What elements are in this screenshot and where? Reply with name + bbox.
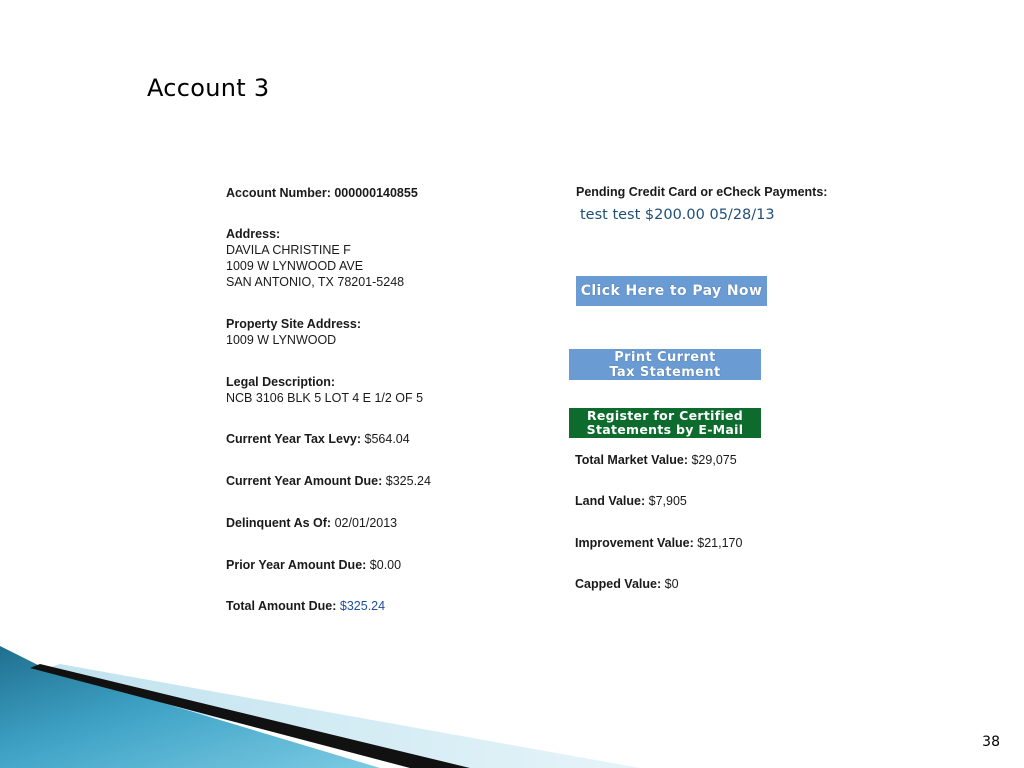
property-site-block bbox=[226, 316, 361, 348]
legal-description-block bbox=[226, 374, 423, 406]
address-label: Address: bbox=[226, 227, 281, 241]
delinquent-label: Delinquent As Of: bbox=[226, 516, 332, 530]
pay-now-button[interactable] bbox=[576, 276, 767, 306]
total-due-value: $325.24 bbox=[339, 599, 386, 612]
register-email-button[interactable] bbox=[569, 408, 761, 438]
page-number: 38 bbox=[982, 734, 1000, 750]
total-due-row bbox=[226, 598, 385, 612]
amount-due-value: $325.24 bbox=[385, 474, 431, 488]
address-line-2: 1009 W LYNWOOD AVE bbox=[226, 259, 364, 273]
market-value-label: Total Market Value: bbox=[575, 453, 688, 467]
pending-payments-label: Pending Credit Card or eCheck Payments: bbox=[576, 185, 828, 199]
slide-title: Account 3 bbox=[147, 74, 270, 102]
register-email-label-2: Statements by E-Mail bbox=[586, 422, 744, 437]
capped-value: $0 bbox=[664, 577, 679, 591]
capped-value-row bbox=[575, 576, 679, 592]
print-statement-label-2: Tax Statement bbox=[609, 364, 721, 380]
total-due-label: Total Amount Due: bbox=[226, 599, 337, 612]
register-email-label-1: Register for Certified bbox=[586, 408, 744, 423]
tax-levy-label: Current Year Tax Levy: bbox=[226, 432, 362, 446]
delinquent-value: 02/01/2013 bbox=[334, 516, 398, 530]
land-value-label: Land Value: bbox=[575, 494, 646, 508]
land-value: $7,905 bbox=[648, 494, 687, 508]
property-site-value: 1009 W LYNWOOD bbox=[226, 333, 337, 347]
address-block bbox=[226, 226, 404, 290]
print-statement-button[interactable] bbox=[569, 349, 761, 380]
legal-description-value: NCB 3106 BLK 5 LOT 4 E 1/2 OF 5 bbox=[226, 391, 424, 405]
address-line-3: SAN ANTONIO, TX 78201-5248 bbox=[226, 275, 405, 289]
improvement-value-label: Improvement Value: bbox=[575, 536, 694, 550]
print-statement-label-1: Print Current bbox=[614, 349, 716, 365]
delinquent-row bbox=[226, 515, 397, 531]
capped-value-label: Capped Value: bbox=[575, 577, 662, 591]
market-value-row bbox=[575, 452, 737, 468]
account-number-label: Account Number: bbox=[226, 186, 331, 200]
tax-levy-row bbox=[226, 431, 410, 447]
decorative-swoosh bbox=[0, 640, 640, 768]
prior-due-label: Prior Year Amount Due: bbox=[226, 558, 367, 572]
land-value-row bbox=[575, 493, 687, 509]
amount-due-label: Current Year Amount Due: bbox=[226, 474, 383, 488]
legal-description-label: Legal Description: bbox=[226, 375, 336, 389]
property-site-label: Property Site Address: bbox=[226, 317, 361, 331]
pay-now-label: Click Here to Pay Now bbox=[580, 283, 763, 299]
improvement-value: $21,170 bbox=[697, 536, 743, 550]
market-value: $29,075 bbox=[691, 453, 737, 467]
prior-due-value: $0.00 bbox=[369, 558, 402, 572]
account-number-value: 000000140855 bbox=[334, 186, 418, 200]
prior-due-row bbox=[226, 557, 401, 573]
tax-levy-value: $564.04 bbox=[364, 432, 410, 446]
account-screenshot bbox=[218, 176, 838, 612]
pending-payment-entry: test test $200.00 05/28/13 bbox=[580, 207, 775, 223]
improvement-value-row bbox=[575, 535, 742, 551]
amount-due-row bbox=[226, 473, 431, 489]
address-line-1: DAVILA CHRISTINE F bbox=[226, 243, 351, 257]
account-number-row bbox=[226, 185, 418, 201]
